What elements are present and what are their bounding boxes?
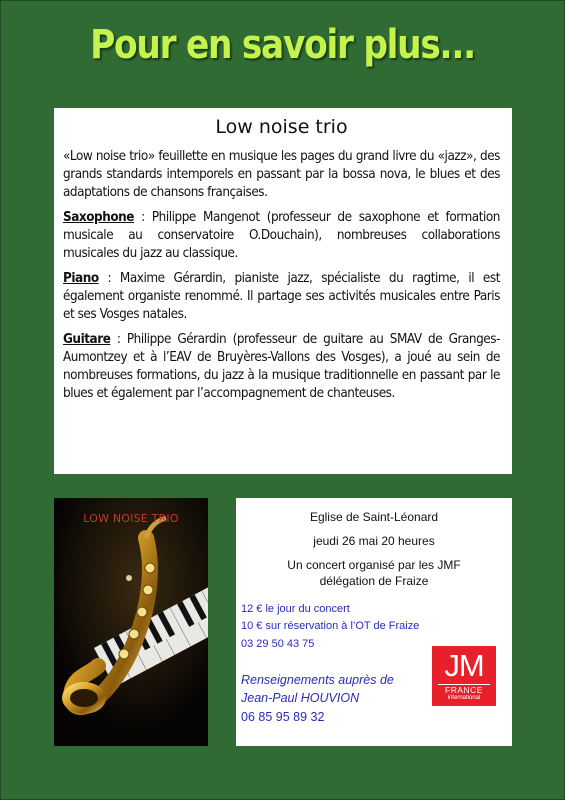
- piano-label: Piano: [63, 271, 99, 286]
- piano-paragraph: [63, 270, 500, 324]
- info-title: Low noise trio: [215, 116, 348, 138]
- photo-caption: LOW NOISE TRIO: [83, 512, 179, 525]
- guitare-label: Guitare: [63, 332, 111, 347]
- band-photo: [54, 498, 208, 746]
- saxophone-paragraph: [63, 209, 500, 263]
- event-delegation: délégation de Fraize: [319, 574, 429, 588]
- logo-initials: JM: [444, 648, 484, 683]
- intro-paragraph: «Low noise trio» feuillette en musique les pages du grand livre du «jazz», des grands standards intemporels en passant par la bossa nova, le blues et des adaptations de chansons françaises.: [63, 149, 500, 200]
- guitare-paragraph: [63, 331, 500, 403]
- saxophone-piano-illustration: [54, 498, 208, 746]
- saxophone-text: : Philippe Mangenot (professeur de saxophone et formation musicale au conservatoire O.Douchain), nombreuses collaborations musicales du jazz au classique.: [63, 210, 500, 261]
- info-box: [54, 108, 512, 474]
- phone-contact: 06 85 95 89 32: [241, 710, 325, 724]
- piano-text: : Maxime Gérardin, pianiste jazz, spécialiste du ragtime, il est également organiste renommé. Il partage ses activités musicales entre Paris et ses Vosges natales.: [63, 271, 500, 322]
- price-day: 12 € le jour du concert: [241, 603, 350, 615]
- event-organizer: Un concert organisé par les JMF: [287, 558, 461, 572]
- phone-ot: 03 29 50 43 75: [241, 638, 315, 650]
- event-venue: Eglise de Saint-Léonard: [309, 510, 439, 524]
- logo-country: FRANCE: [445, 685, 483, 695]
- guitare-text: : Philippe Gérardin (professeur de guitare au SMAV de Granges-Aumontzey et à l’EAV de Bruyères-Vallons des Vosges), a joué au sein de nombreuses formations, du jazz à la musique traditionnelle en passant par le blues et également par l’accompagnement de chanteuses.: [63, 332, 500, 401]
- info-contact-label: Renseignements auprès de: [241, 673, 394, 687]
- event-date: jeudi 26 mai 20 heures: [313, 534, 435, 548]
- logo-subtitle: international: [447, 695, 481, 701]
- page-heading: Pour en savoir plus...: [90, 22, 475, 68]
- jm-france-logo: [432, 646, 496, 706]
- saxophone-label: Saxophone: [63, 210, 135, 225]
- info-contact-name: Jean-Paul HOUVION: [241, 691, 360, 705]
- price-reservation: 10 € sur réservation à l’OT de Fraize: [241, 620, 420, 632]
- event-box: [236, 498, 512, 746]
